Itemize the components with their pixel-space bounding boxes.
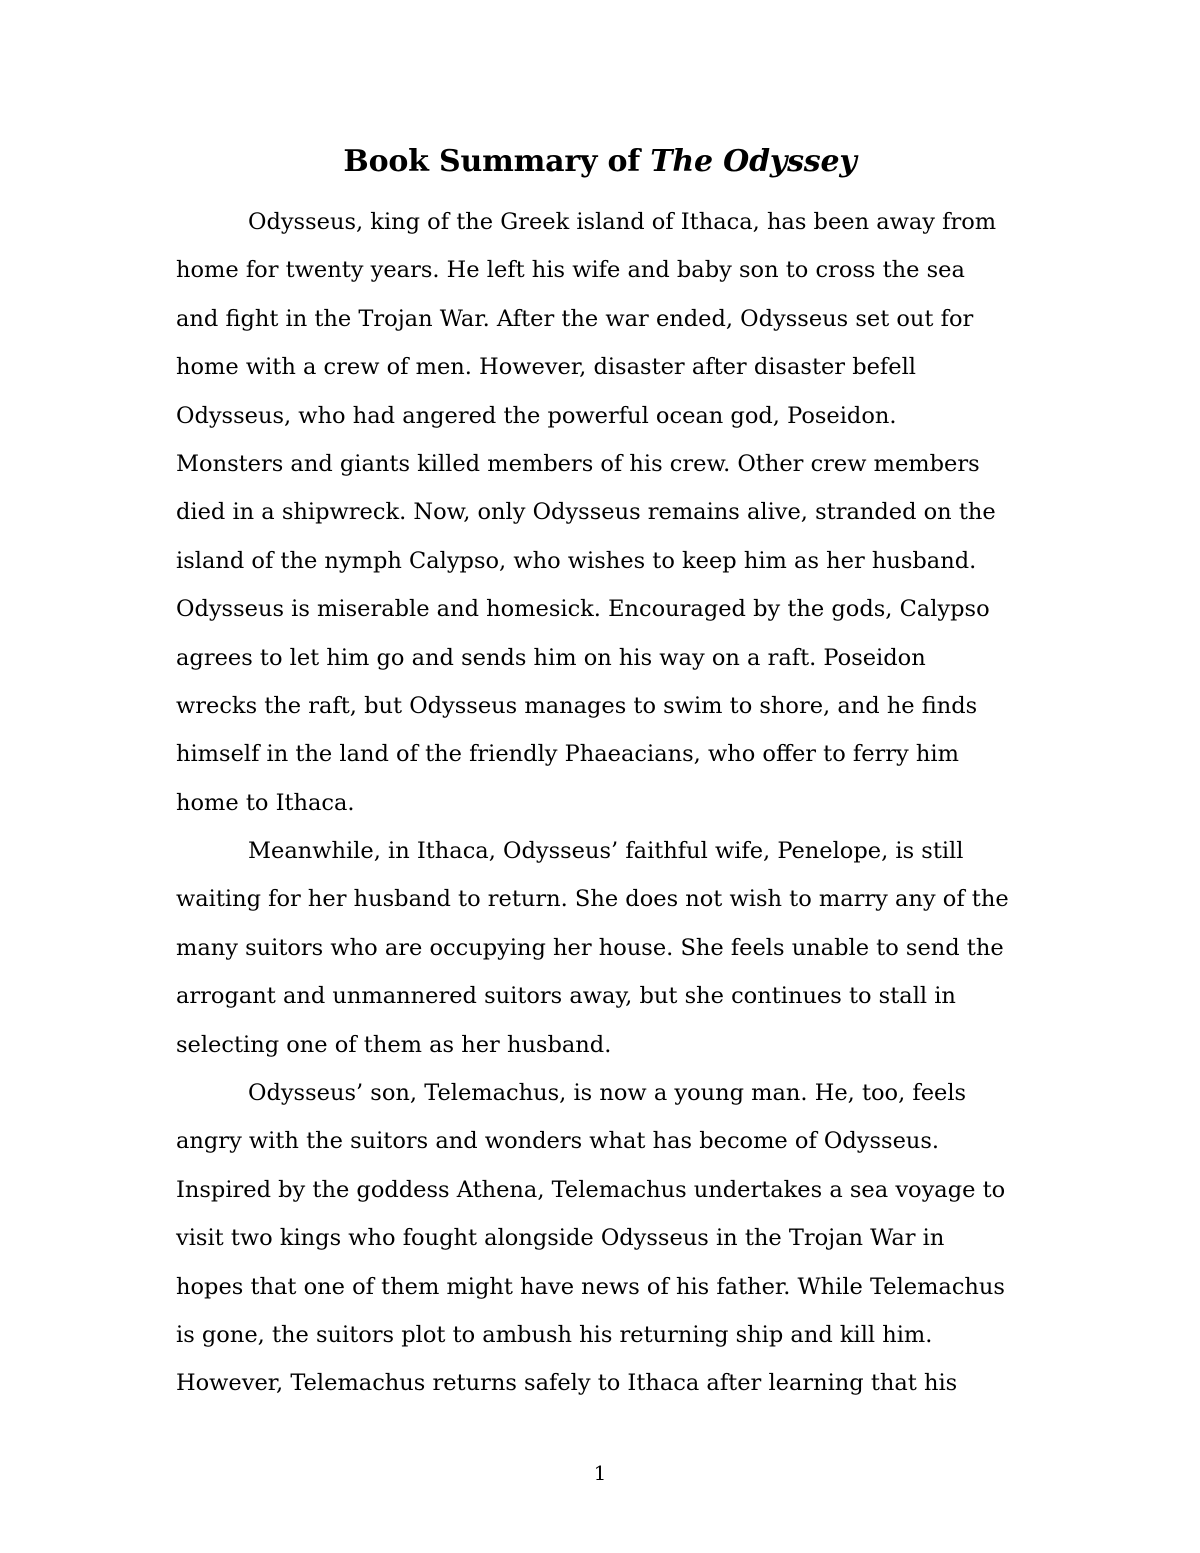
text-line: agrees to let him go and sends him on his way on a raft. Poseidon [176,644,926,671]
text-line: is gone, the suitors plot to ambush his returning ship and kill him. [176,1321,933,1348]
text-line: Inspired by the goddess Athena, Telemachus undertakes a sea voyage to [176,1176,1006,1203]
text-line: island of the nymph Calypso, who wishes to keep him as her husband. [176,547,977,574]
text-line: many suitors who are occupying her house. She feels unable to send the [176,934,1004,961]
text-line: hopes that one of them might have news of his father. While Telemachus [176,1273,1005,1300]
document-title [0,138,1200,186]
text-line: Odysseus is miserable and homesick. Encouraged by the gods, Calypso [176,596,990,623]
text-line: waiting for her husband to return. She does not wish to marry any of the [176,886,1009,913]
title-work: The Odyssey [650,144,857,179]
text-line: selecting one of them as her husband. [176,1031,612,1058]
body-text [176,198,1046,1408]
text-line: wrecks the raft, but Odysseus manages to swim to shore, and he finds [176,692,978,719]
text-line: home for twenty years. He left his wife and baby son to cross the sea [176,257,965,284]
text-line: Meanwhile, in Ithaca, Odysseus’ faithful wife, Penelope, is still [248,838,964,865]
text-line: Odysseus, king of the Greek island of Ithaca, has been away from [248,209,997,235]
text-line: However, Telemachus returns safely to Ithaca after learning that his [176,1370,958,1397]
page-number: 1 [593,1461,607,1485]
text-line: angry with the suitors and wonders what has become of Odysseus. [176,1128,940,1155]
text-line: Monsters and giants killed members of his crew. Other crew members [176,450,980,477]
text-line: himself in the land of the friendly Phaeacians, who offer to ferry him [176,741,959,768]
title-prefix: Book Summary of [343,144,651,179]
text-line: Odysseus, who had angered the powerful ocean god, Poseidon. [176,402,897,429]
text-line: home with a crew of men. However, disaster after disaster befell [176,354,916,381]
text-line: visit two kings who fought alongside Odysseus in the Trojan War in [176,1225,945,1252]
text-line: home to Ithaca. [176,789,355,816]
text-line: died in a shipwreck. Now, only Odysseus remains alive, stranded on the [176,499,996,526]
text-line: and fight in the Trojan War. After the war ended, Odysseus set out for [176,305,974,332]
text-line: arrogant and unmannered suitors away, but she continues to stall in [176,983,956,1010]
text-line: Odysseus’ son, Telemachus, is now a young man. He, too, feels [248,1080,967,1107]
